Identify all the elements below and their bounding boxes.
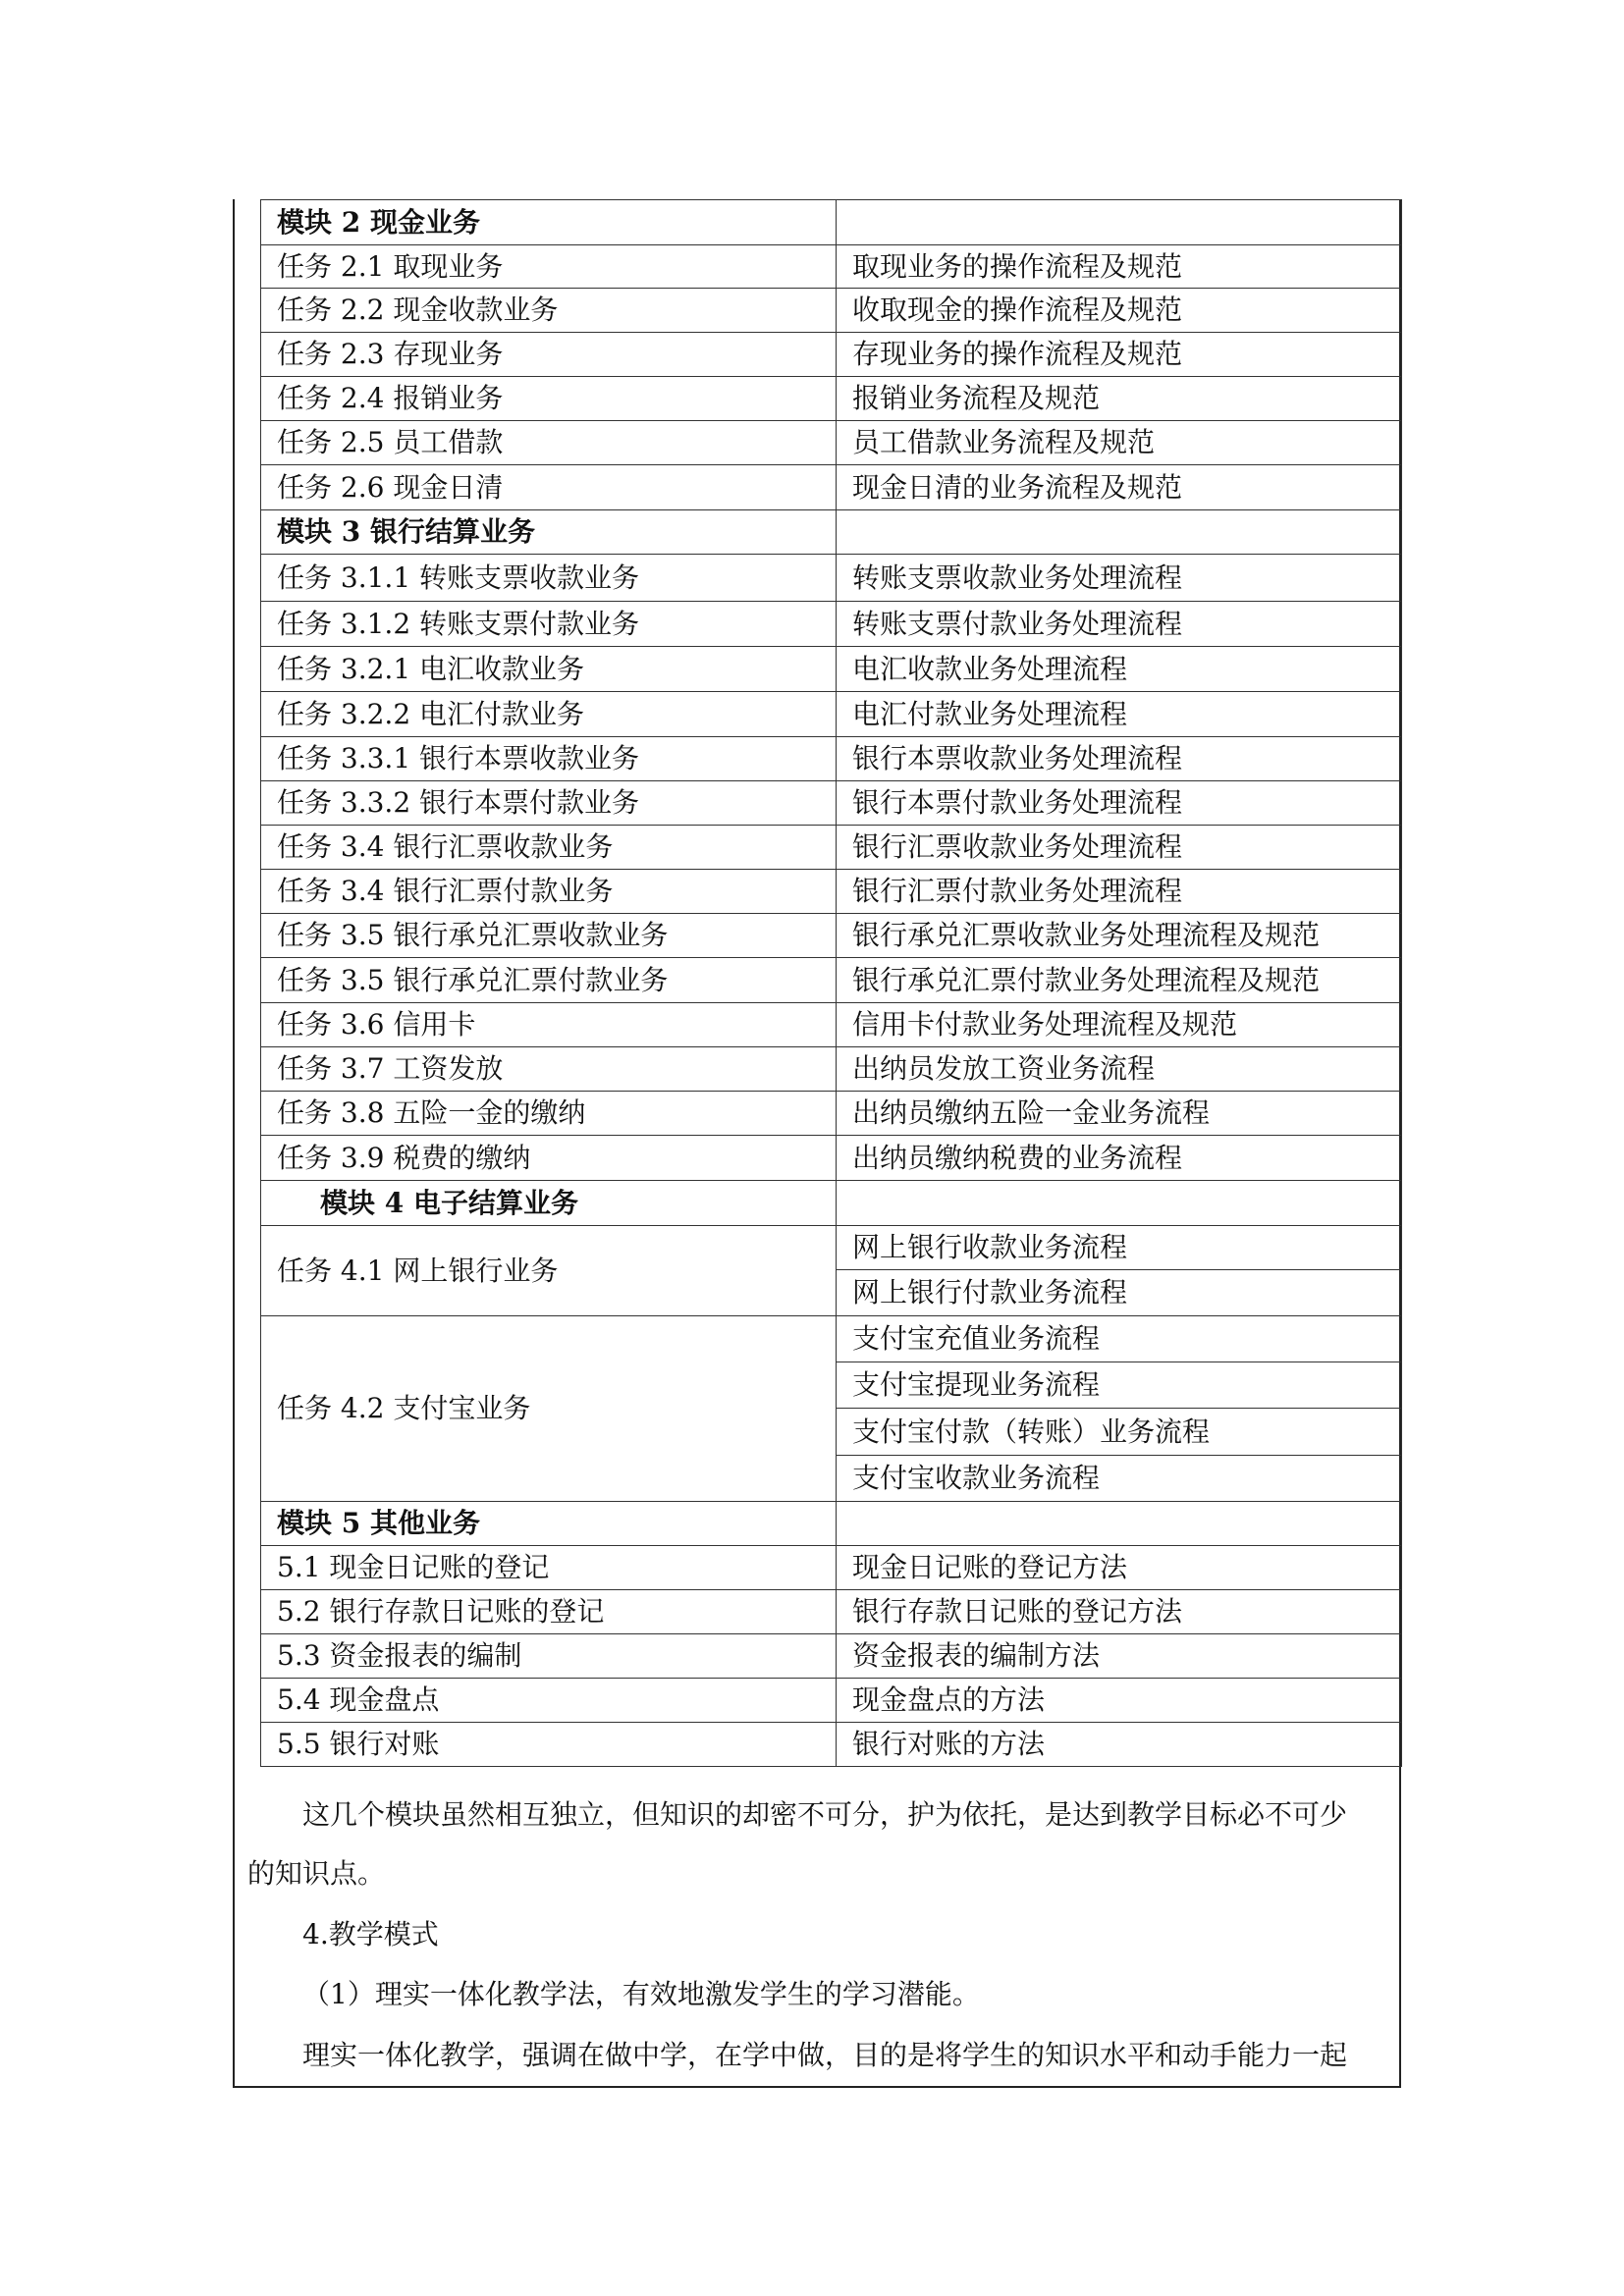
task-cell: 任务 2.5 员工借款 (261, 421, 837, 465)
table-row (261, 870, 1402, 914)
paragraph: 4.教学模式 (302, 1918, 439, 1950)
table-row (261, 781, 1402, 826)
table-row (261, 465, 1402, 510)
paragraph: （1）理实一体化教学法，有效地激发学生的学习潜能。 (302, 1978, 980, 2010)
empty-cell (837, 1181, 1402, 1226)
task-cell: 任务 3.7 工资发放 (261, 1047, 837, 1092)
empty-cell (837, 200, 1402, 245)
description-cell: 出纳员缴纳五险一金业务流程 (837, 1092, 1402, 1136)
description-cell: 网上银行收款业务流程 (837, 1226, 1402, 1270)
description-cell: 电汇收款业务处理流程 (837, 647, 1402, 692)
description-cell: 存现业务的操作流程及规范 (837, 333, 1402, 377)
table-row (261, 958, 1402, 1003)
description-cell: 转账支票付款业务处理流程 (837, 602, 1402, 647)
empty-cell (837, 510, 1402, 555)
task-cell: 任务 3.8 五险一金的缴纳 (261, 1092, 837, 1136)
task-cell: 任务 3.9 税费的缴纳 (261, 1136, 837, 1181)
task-cell: 5.1 现金日记账的登记 (261, 1546, 837, 1590)
description-cell: 信用卡付款业务处理流程及规范 (837, 1003, 1402, 1047)
table-row (261, 377, 1402, 421)
module-title: 模块 4 电子结算业务 (261, 1181, 837, 1226)
task-cell: 任务 2.2 现金收款业务 (261, 289, 837, 333)
table-row (261, 555, 1402, 602)
description-cell: 收取现金的操作流程及规范 (837, 289, 1402, 333)
table-row (261, 692, 1402, 737)
task-cell: 任务 3.2.2 电汇付款业务 (261, 692, 837, 737)
table-row (261, 245, 1402, 289)
table-row (261, 421, 1402, 465)
module-title: 模块 3 银行结算业务 (261, 510, 837, 555)
task-cell: 5.2 银行存款日记账的登记 (261, 1590, 837, 1634)
paragraph: 理实一体化教学，强调在做中学，在学中做，目的是将学生的知识水平和动手能力一起 (302, 2039, 1348, 2071)
table-row (261, 289, 1402, 333)
description-cell: 银行本票付款业务处理流程 (837, 781, 1402, 826)
table-row (261, 1003, 1402, 1047)
task-cell: 任务 3.2.1 电汇收款业务 (261, 647, 837, 692)
description-cell: 银行汇票收款业务处理流程 (837, 826, 1402, 870)
description-cell: 现金日记账的登记方法 (837, 1546, 1402, 1590)
table-row (261, 1723, 1402, 1767)
task-cell: 5.5 银行对账 (261, 1723, 837, 1767)
task-cell: 任务 2.4 报销业务 (261, 377, 837, 421)
description-cell: 取现业务的操作流程及规范 (837, 245, 1402, 289)
table-row (261, 1092, 1402, 1136)
paragraph: 这几个模块虽然相互独立，但知识的却密不可分，护为依托，是达到教学目标必不可少 (302, 1798, 1348, 1831)
paragraph: 的知识点。 (247, 1857, 386, 1890)
task-cell: 任务 4.1 网上银行业务 (261, 1226, 837, 1316)
table-row (261, 1226, 1402, 1270)
table-row (261, 602, 1402, 647)
module-row (261, 1181, 1402, 1226)
module-row (261, 510, 1402, 555)
module-row (261, 200, 1402, 245)
task-cell: 任务 3.6 信用卡 (261, 1003, 837, 1047)
task-cell: 任务 2.6 现金日清 (261, 465, 837, 510)
description-cell: 银行本票收款业务处理流程 (837, 737, 1402, 781)
description-cell: 支付宝付款（转账）业务流程 (837, 1409, 1402, 1456)
module-title: 模块 5 其他业务 (261, 1502, 837, 1546)
description-cell: 支付宝收款业务流程 (837, 1456, 1402, 1502)
description-cell: 支付宝提现业务流程 (837, 1362, 1402, 1409)
description-cell: 银行汇票付款业务处理流程 (837, 870, 1402, 914)
table-row (261, 1679, 1402, 1723)
task-cell: 任务 2.1 取现业务 (261, 245, 837, 289)
description-cell: 现金日清的业务流程及规范 (837, 465, 1402, 510)
table-row (261, 1546, 1402, 1590)
description-cell: 报销业务流程及规范 (837, 377, 1402, 421)
table-row (261, 914, 1402, 958)
description-cell: 网上银行付款业务流程 (837, 1270, 1402, 1316)
task-cell: 任务 3.4 银行汇票付款业务 (261, 870, 837, 914)
task-cell: 5.3 资金报表的编制 (261, 1634, 837, 1679)
description-cell: 电汇付款业务处理流程 (837, 692, 1402, 737)
task-cell: 任务 3.4 银行汇票收款业务 (261, 826, 837, 870)
description-cell: 银行存款日记账的登记方法 (837, 1590, 1402, 1634)
table-row (261, 1136, 1402, 1181)
table-row (261, 737, 1402, 781)
table-row (261, 1590, 1402, 1634)
task-cell: 任务 4.2 支付宝业务 (261, 1316, 837, 1502)
task-cell: 任务 3.5 银行承兑汇票付款业务 (261, 958, 837, 1003)
task-cell: 任务 3.1.1 转账支票收款业务 (261, 555, 837, 602)
table-row (261, 647, 1402, 692)
module-title: 模块 2 现金业务 (261, 200, 837, 245)
task-cell: 任务 3.1.2 转账支票付款业务 (261, 602, 837, 647)
description-cell: 出纳员发放工资业务流程 (837, 1047, 1402, 1092)
description-cell: 资金报表的编制方法 (837, 1634, 1402, 1679)
description-cell: 银行承兑汇票付款业务处理流程及规范 (837, 958, 1402, 1003)
table-row (261, 1634, 1402, 1679)
task-cell: 任务 3.5 银行承兑汇票收款业务 (261, 914, 837, 958)
table-row (261, 1047, 1402, 1092)
task-cell: 任务 3.3.1 银行本票收款业务 (261, 737, 837, 781)
table-row (261, 333, 1402, 377)
task-cell: 5.4 现金盘点 (261, 1679, 837, 1723)
table-row (261, 826, 1402, 870)
empty-cell (837, 1502, 1402, 1546)
module-row (261, 1502, 1402, 1546)
description-cell: 出纳员缴纳税费的业务流程 (837, 1136, 1402, 1181)
table-row (261, 1316, 1402, 1362)
description-cell: 员工借款业务流程及规范 (837, 421, 1402, 465)
task-cell: 任务 2.3 存现业务 (261, 333, 837, 377)
description-cell: 银行对账的方法 (837, 1723, 1402, 1767)
description-cell: 银行承兑汇票收款业务处理流程及规范 (837, 914, 1402, 958)
description-cell: 转账支票收款业务处理流程 (837, 555, 1402, 602)
course-content-table (260, 199, 1402, 1767)
task-cell: 任务 3.3.2 银行本票付款业务 (261, 781, 837, 826)
description-cell: 支付宝充值业务流程 (837, 1316, 1402, 1362)
description-cell: 现金盘点的方法 (837, 1679, 1402, 1723)
